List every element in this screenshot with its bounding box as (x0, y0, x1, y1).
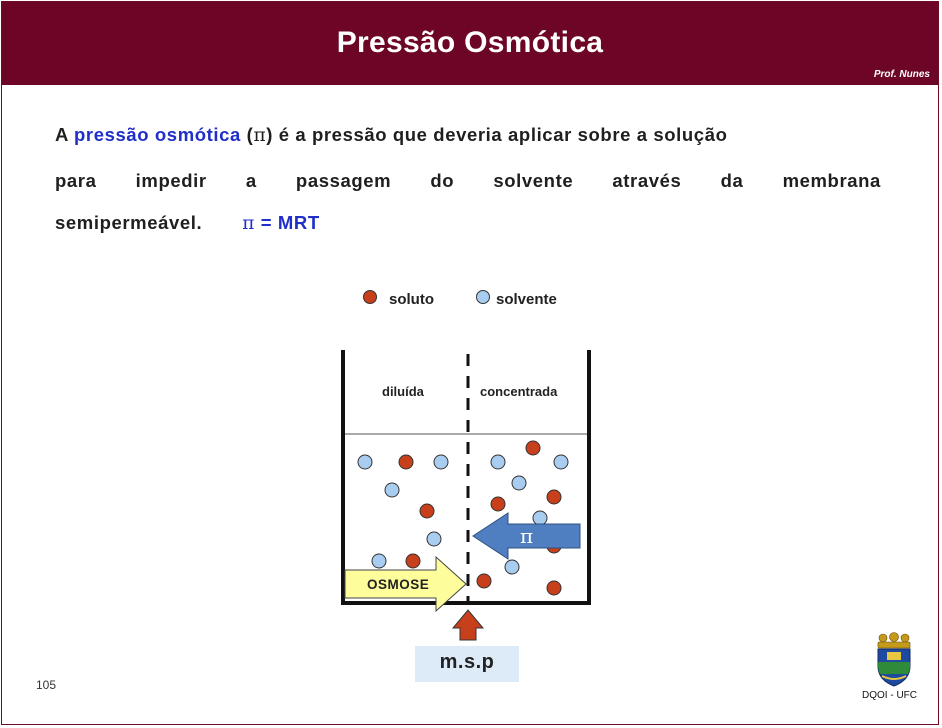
msp-box (415, 646, 519, 682)
container-right-wall (587, 350, 591, 605)
solvente-particle (427, 532, 441, 546)
slide-title: Pressão Osmótica (336, 26, 604, 59)
formula-rest: = MRT (255, 212, 320, 233)
container-bottom (341, 601, 591, 605)
pi-arrow-label: π (520, 524, 534, 548)
solvente-particle (533, 511, 547, 525)
line1-prefix: A (55, 124, 75, 145)
msp-label: m.s.p (439, 651, 495, 673)
solvente-particle (358, 455, 372, 469)
solvente-particle (385, 483, 399, 497)
soluto-particle (526, 441, 540, 455)
page-number: 105 (36, 678, 57, 692)
university-crest-icon (874, 632, 914, 688)
soluto-particle (420, 504, 434, 518)
diluida-label: diluída (382, 384, 424, 399)
solvente-particle (554, 455, 568, 469)
pi-close: ) (266, 124, 273, 145)
soluto-particle (399, 455, 413, 469)
soluto-particle (406, 554, 420, 568)
soluto-particle (547, 490, 561, 504)
line2-word: do (430, 170, 455, 191)
line2-word: através (612, 170, 682, 191)
solvente-particle (372, 554, 386, 568)
soluto-particle (491, 497, 505, 511)
concentrada-label: concentrada (480, 384, 558, 399)
solvente-particle (434, 455, 448, 469)
line2-word: da (720, 170, 744, 191)
pi-open: ( (240, 124, 254, 145)
solvente-particle (505, 560, 519, 574)
pi-symbol: π (253, 125, 267, 146)
soluto-legend-label: soluto (389, 291, 434, 308)
solvente-particles (358, 455, 568, 574)
line2-word: a (245, 170, 257, 191)
solvente-particle (491, 455, 505, 469)
soluto-particle (477, 574, 491, 588)
author-label: Prof. Nunes (873, 69, 930, 80)
term-highlight: pressão osmótica (74, 124, 241, 145)
container-left-wall (341, 350, 345, 605)
line1-rest: é a pressão que deveria aplicar sobre a solução (272, 124, 728, 145)
solvente-particle (512, 476, 526, 490)
soluto-particle (547, 581, 561, 595)
institution-label: DQOI - UFC (862, 690, 917, 701)
msp-arrow (453, 610, 483, 640)
osmose-label: OSMOSE (367, 577, 430, 592)
line2-word: impedir (135, 170, 207, 191)
formula-pi: π (242, 213, 256, 234)
line2-word: solvente (493, 170, 574, 191)
line2-word: para (55, 170, 97, 191)
line2-word: passagem (295, 170, 392, 191)
line2-word: membrana (782, 170, 881, 191)
solvente-legend-label: solvente (496, 291, 557, 308)
line3-text: semipermeável. (55, 212, 203, 233)
